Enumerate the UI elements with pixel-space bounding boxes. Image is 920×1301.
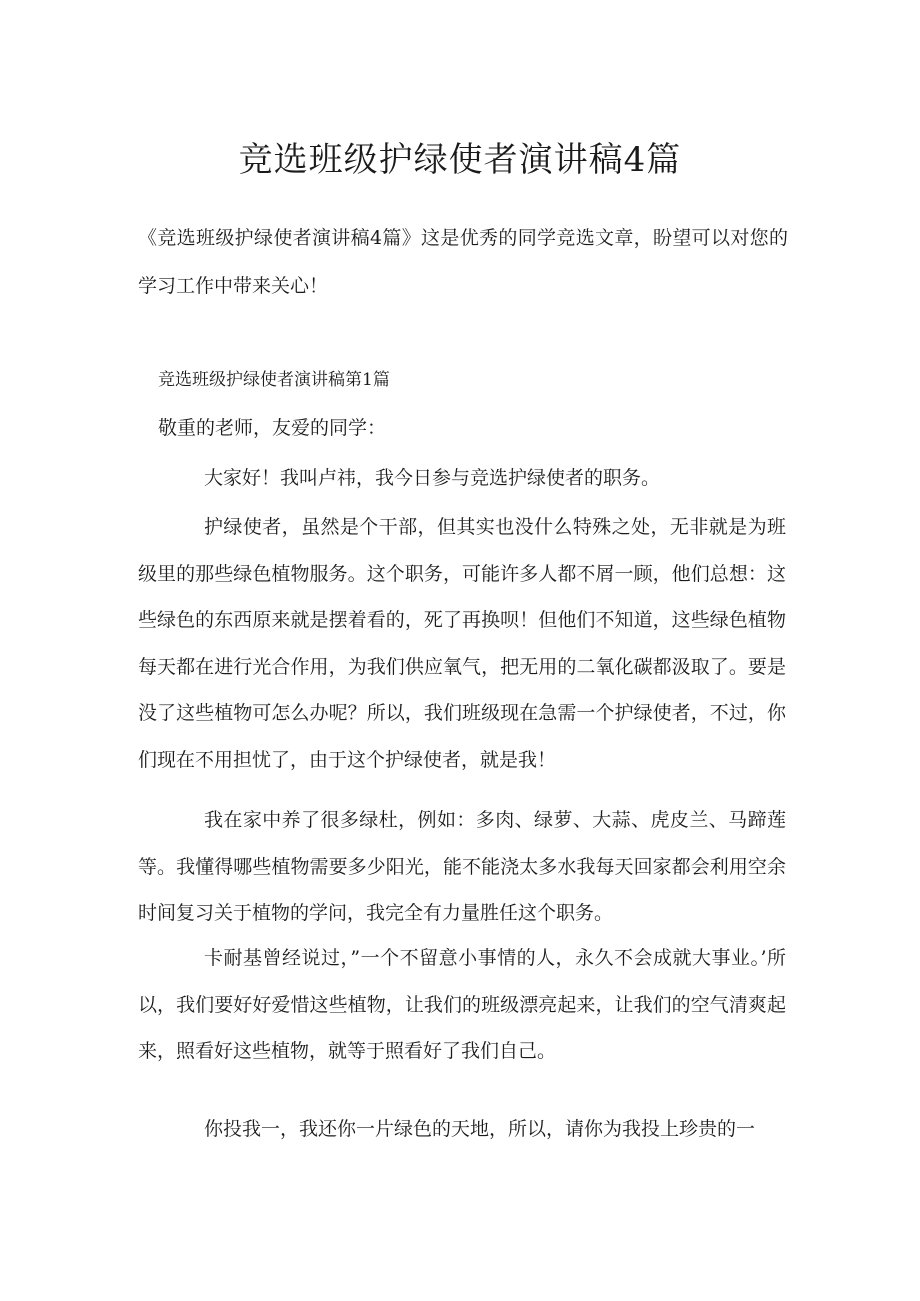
intro-paragraph: 《竞选班级护绿使者演讲稿4篇》这是优秀的同学竞选文章，盼望可以对您的学习工作中带来关心！ [138,227,788,297]
greeting-line: 敬重的老师，友爱的同学： [158,417,387,439]
body-paragraph-5: 你投我一，我还你一片绿色的天地，所以，请你为我投上珍贵的一 [204,1118,756,1140]
document-title: 竞选班级护绿使者演讲稿4篇 [238,140,682,180]
body-paragraph-4: 卡耐基曾经说过，”一个不留意小事情的人，永久不会成就大事业。’所以，我们要好好爱惜这些植物，让我们的班级漂亮起来，让我们的空气清爽起来，照看好这些植物，就等于照看好了我们自己。 [138,947,786,1062]
body-paragraph-1: 大家好！我叫卢祎，我今日参与竞选护绿使者的职务。 [204,467,661,489]
body-paragraph-3: 我在家中养了很多绿杜，例如：多肉、绿萝、大蒜、虎皮兰、马蹄莲等。我懂得哪些植物需要多少阳光，能不能浇太多水我每天回家都会利用空余时间复习关于植物的学问，我完全有力量胜任这个职务。 [138,809,786,924]
body-paragraph-2: 护绿使者，虽然是个干部，但其实也没什么特殊之处，无非就是为班级里的那些绿色植物服务。这个职务，可能许多人都不屑一顾，他们总想：这些绿色的东西原来就是摆着看的，死了再换呗！但他们不知道，这些绿色植物每天都在进行光合作用，为我们供应氧气，把无用的二氧化碳都汲取了。要是没了这些植物可怎么办呢？所以，我们班级现在急需一个护绿使者，不过，你们现在不用担忧了，由于这个护绿使者，就是我！ [138,516,786,771]
section-heading: 竞选班级护绿使者演讲稿第1篇 [158,370,390,390]
